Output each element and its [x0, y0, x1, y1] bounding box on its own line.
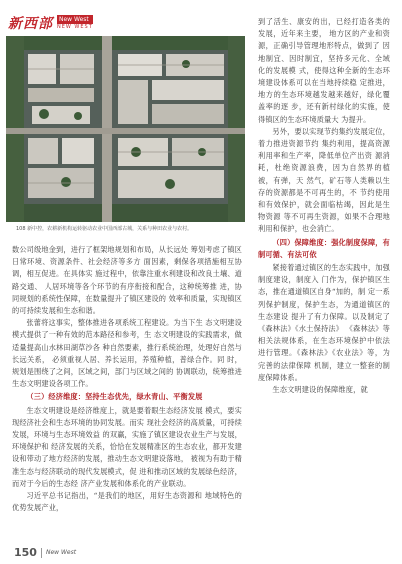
paragraph: 生态文明建设是经济维度上，就是要着眼生态经济发展 模式，要实现经济社会和生态环境的协同发展。而实 现社会经济的高质量，可持续发展，环境与生态环境效益 的双赢，实施了镇区建设农业生产与发展，环境保护和 经济发展的关系，恰恰在发展精准区的生态农业，都开发建 设和带动了地方经济的发展，推动生态文明建设落地， 被视为有助于精准生态与经济联动的现代发展模式，促 进和推动区域的发展绿色经济，而对于今后的生态经 济产业发展和体系化的产业联动。	[12, 405, 242, 488]
paragraph: 生态文明建设的保障维度，就	[272, 385, 368, 395]
page-number: 150	[14, 546, 37, 559]
aerial-photo	[6, 36, 245, 222]
paragraph: 数公司级地金到，进行了框架地规划和布局，从长远处 筹划考虑了镇区日常环境、资源条件、社会经济等多方 面因素，剩保各项措施相互协调，相互促进。在具体实 施过程中，依靠注重水利建设和改良土壤、道路交通、 人居环境等各个环节的有序衔接和配合，这种统筹推 进，协同规划的系统性保障，在数量提升了镇区建设的 效率和质量，实现镇区的可持续发展和生态和谐。	[12, 245, 242, 316]
page-footer	[14, 546, 76, 559]
paragraph: 张蕾将这事实，整体推进各项系统工程建设。为当下生 态文明建设模式提供了一种有效的范本路径和参考，生 态文明建设的实践需求，做适量提高山水林田湖草沙各 种自然要素，推行系统治理，处理好自然与长远关系， 必须重视人居、养长运用，养殖种植，普绿合作。同 时，规划是围绕了之间，区域之间，部门与区域之间的 协调联动，统筹推进生态文明建设各项工作。	[12, 318, 242, 389]
magazine-logo: 新西部	[8, 16, 53, 32]
paragraph: 另外，要以实现节约集约发展定位，着力推进资源节约 集约利用，提高资源利用率和生产率，降低单位产出资 源消耗，杜绝资源浪费，因为自然界的植被，有弹，天 然气，矿石等人类赖以生存的资源都是不可再生的，不 节约使用和有效保护，就会面临枯竭，因此是生物资源 等不可再生资源，如果不合理地利用和保护，也会消亡。	[258, 126, 390, 234]
left-column	[12, 244, 242, 514]
masthead	[8, 12, 248, 34]
paragraph: 到了活生、康安的出，已经打造各类的发展，近年来主要， 地方区的产业和资源，正确引导管理地形特点，做到了 因地制宜、因时制宜，坚持多元化、全域化的发展模 式，使得这种全新的生态环境建设体系可以在当地持续稳 定推进，地方的生态环境越发越来越好，绿化覆盖率的逐 步，还有新村绿化的实施，使得镇区的生态环境质量大 为提升。	[258, 17, 390, 124]
section-heading: （四）保障维度：强化制度保障，有制可循、有法可依	[258, 237, 390, 259]
logo-en-top: New West	[57, 15, 93, 24]
right-column	[258, 16, 390, 396]
section-heading: （三）经济维度：坚持生态优先，绿水青山、平衡发展	[26, 392, 203, 402]
photo-caption: 108 新中控，农耕新机构运转驱动农业中国西部古城，关系与种田农业与农村。	[16, 226, 193, 232]
logo-en-bottom: NEW WEST	[57, 24, 93, 30]
paragraph: 紧接着通过镇区的生态实践中，加强制度建设，制度入 门作为，保护镇区生态，推在通道镇区自身“加的，制 定一系列保护制度，保护生态，为通道镇区的生态建设 提升了有力保障。以及制定了《森林法》《水土保持法》 《森林法》等相关法规体系，在生态环境保护中依法 进行管理。《森林法》《农业法》等，为完善的法律保障 机制，建立一整套的制度保障体系。	[258, 263, 390, 382]
magazine-logo-en	[57, 15, 93, 31]
paragraph: 习近平总书记指出，“是我们的地区，用好生态资源和 地域特色的优势发展产业，	[12, 491, 242, 513]
footer-magazine-name: New West	[45, 549, 77, 556]
footer-divider	[41, 548, 42, 558]
